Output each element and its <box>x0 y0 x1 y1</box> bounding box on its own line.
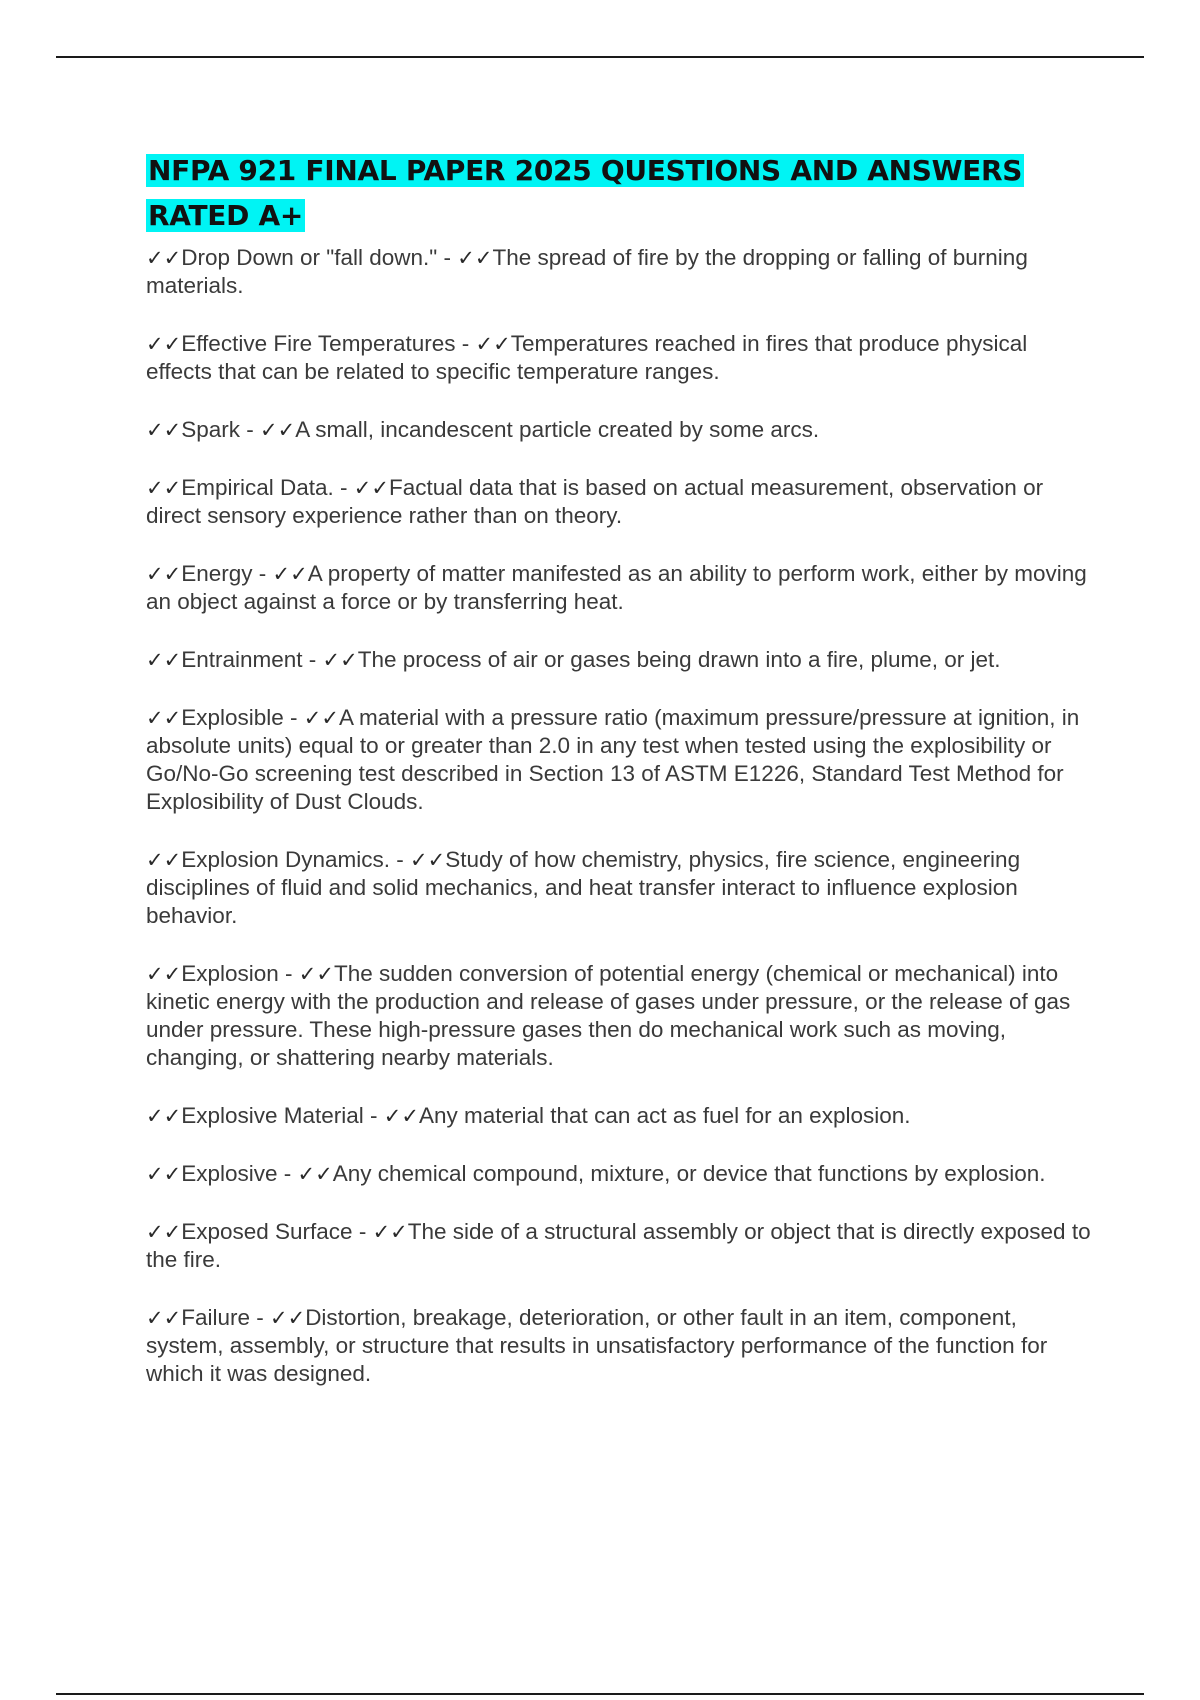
list-item <box>146 330 1096 386</box>
list-item <box>146 474 1096 530</box>
check-icon: ✓✓ <box>146 332 182 356</box>
check-icon: ✓✓ <box>146 1162 182 1186</box>
title-highlight: NFPA 921 FINAL PAPER 2025 QUESTIONS AND ANSWERS RATED A+ <box>148 154 1023 232</box>
entry-definition: The spread of fire by the dropping or falling of burning materials. <box>146 245 1028 298</box>
entry-definition: Factual data that is based on actual measurement, observation or direct sensory experience rather than on theory. <box>146 475 1044 528</box>
check-icon: ✓✓ <box>146 1220 182 1244</box>
check-icon: ✓✓ <box>146 962 182 986</box>
entry-term: Explosion Dynamics. <box>181 847 391 872</box>
entry-separator: - <box>302 647 323 672</box>
check-icon: ✓✓ <box>259 418 296 442</box>
check-icon: ✓✓ <box>146 418 182 442</box>
check-icon: ✓✓ <box>146 1104 182 1128</box>
entry-separator: - <box>278 961 299 986</box>
list-item <box>146 560 1096 616</box>
entry-definition: Study of how chemistry, physics, fire science, engineering disciplines of fluid and solid mechanics, and heat transfer interact to influence explosion behavior. <box>146 847 1021 928</box>
check-icon: ✓✓ <box>457 246 493 270</box>
entry-term: Exposed Surface <box>181 1219 353 1244</box>
entry-term: Explosion <box>181 961 279 986</box>
entry-term: Explosive <box>181 1161 278 1186</box>
list-item <box>146 244 1096 300</box>
check-icon: ✓✓ <box>322 648 358 672</box>
top-rule <box>56 56 1144 58</box>
entry-separator: - <box>252 561 273 586</box>
entry-term: Explosible <box>181 705 284 730</box>
entry-separator: - <box>437 245 458 270</box>
check-icon: ✓✓ <box>146 706 182 730</box>
list-item <box>146 960 1096 1072</box>
entry-separator: - <box>352 1219 373 1244</box>
check-icon: ✓✓ <box>146 648 182 672</box>
entry-term: Energy <box>181 561 253 586</box>
entry-separator: - <box>333 475 354 500</box>
check-icon: ✓✓ <box>303 706 339 730</box>
entry-term: Entrainment <box>181 647 303 672</box>
document-title <box>146 148 1096 238</box>
check-icon: ✓✓ <box>410 848 446 872</box>
check-icon: ✓✓ <box>383 1104 419 1128</box>
entry-definition: Any chemical compound, mixture, or device that functions by explosion. <box>332 1161 1046 1186</box>
bottom-rule <box>56 1693 1144 1695</box>
check-icon: ✓✓ <box>353 476 389 500</box>
entry-separator: - <box>363 1103 384 1128</box>
entry-separator: - <box>277 1161 298 1186</box>
check-icon: ✓✓ <box>298 962 334 986</box>
check-icon: ✓✓ <box>272 562 308 586</box>
entry-separator: - <box>239 417 260 442</box>
entry-definition: A small, incandescent particle created by some arcs. <box>295 417 820 442</box>
entry-term: Spark <box>181 417 240 442</box>
entry-separator: - <box>249 1305 270 1330</box>
list-item <box>146 704 1096 816</box>
entry-term: Failure <box>181 1305 250 1330</box>
check-icon: ✓✓ <box>297 1162 333 1186</box>
entry-definition: Distortion, breakage, deterioration, or other fault in an item, component, system, assembly, or structure that results in unsatisfactory performance of the function for which it was designed. <box>146 1305 1048 1386</box>
entry-term: Explosive Material <box>181 1103 364 1128</box>
check-icon: ✓✓ <box>146 848 182 872</box>
check-icon: ✓✓ <box>146 246 182 270</box>
entry-definition: The side of a structural assembly or object that is directly exposed to the fire. <box>146 1219 1091 1272</box>
list-item <box>146 1218 1096 1274</box>
document-body <box>146 148 1096 1418</box>
check-icon: ✓✓ <box>372 1220 408 1244</box>
entry-separator: - <box>390 847 411 872</box>
entry-definition: A material with a pressure ratio (maximum pressure/pressure at ignition, in absolute units) equal to or greater than 2.0 in any test when tested using the explosibility or Go/No-Go screening test described in Section 13 of ASTM E1226, Standard Test Method for Explosibility of Dust Clouds. <box>146 705 1080 814</box>
entry-definition: The process of air or gases being drawn into a fire, plume, or jet. <box>357 647 1001 672</box>
list-item <box>146 416 1096 444</box>
glossary-list <box>146 244 1096 1388</box>
entry-definition: Temperatures reached in fires that produce physical effects that can be related to specific temperature ranges. <box>146 331 1028 384</box>
check-icon: ✓✓ <box>269 1306 306 1330</box>
entry-term: Empirical Data. <box>181 475 334 500</box>
entry-separator: - <box>283 705 304 730</box>
list-item <box>146 646 1096 674</box>
list-item <box>146 1102 1096 1130</box>
list-item <box>146 1160 1096 1188</box>
entry-definition: Any material that can act as fuel for an explosion. <box>418 1103 911 1128</box>
entry-definition: The sudden conversion of potential energy (chemical or mechanical) into kinetic energy with the production and release of gases under pressure, or the release of gas under pressure. These high-pressure gases then do mechanical work such as moving, changing, or shattering nearby materials. <box>146 961 1071 1070</box>
check-icon: ✓✓ <box>146 562 182 586</box>
check-icon: ✓✓ <box>146 1306 182 1330</box>
entry-term: Effective Fire Temperatures <box>181 331 456 356</box>
entry-term: Drop Down or "fall down." <box>181 245 438 270</box>
list-item <box>146 846 1096 930</box>
entry-definition: A property of matter manifested as an ability to perform work, either by moving an object against a force or by transferring heat. <box>146 561 1087 614</box>
check-icon: ✓✓ <box>146 476 182 500</box>
list-item <box>146 1304 1096 1388</box>
check-icon: ✓✓ <box>475 332 511 356</box>
entry-separator: - <box>455 331 476 356</box>
